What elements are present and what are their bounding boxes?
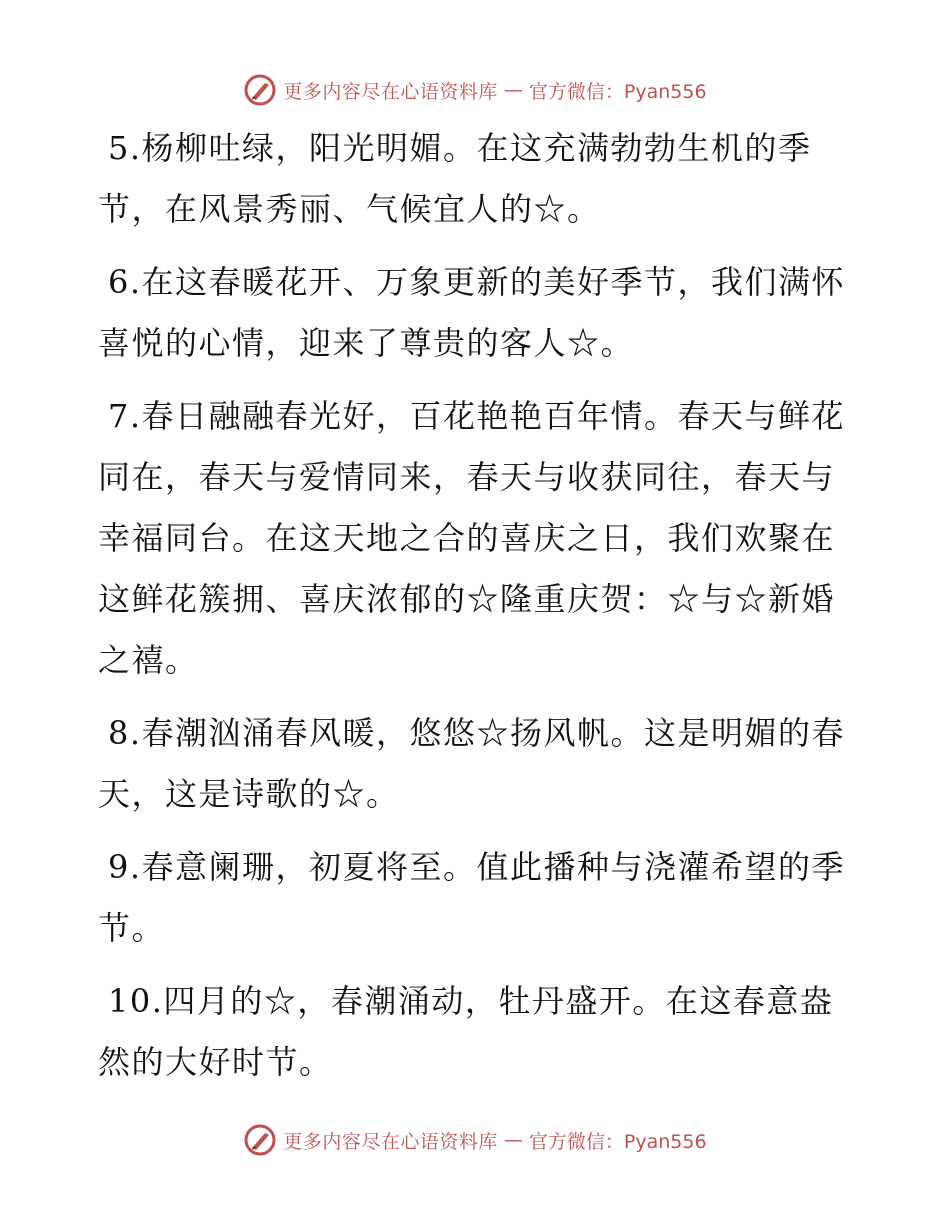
header-separator: — [503,79,523,101]
paragraph-7: 7.春日融融春光好，百花艳艳百年情。春天与鲜花同在，春天与爱情同来，春天与收获同往，春天与幸福同台。在这天地之合的喜庆之日，我们欢聚在这鲜花簇拥、喜庆浓郁的☆隆重庆贺：☆与☆新婚之禧。 [98,397,846,679]
document-body [98,118,853,1105]
header-banner [0,70,950,110]
footer-banner [0,1120,950,1160]
footer-wechat: 官方微信：Pyan556 [528,1130,707,1153]
header-wechat: 官方微信：Pyan556 [528,80,707,103]
paragraph-8: 8.春潮汹涌春风暖，悠悠☆扬风帆。这是明媚的春天，这是诗歌的☆。 [98,714,846,813]
footer-text: 更多内容尽在心语资料库 [283,1130,498,1153]
header-text: 更多内容尽在心语资料库 [283,80,498,103]
quill-pen-logo-icon [243,1123,277,1157]
footer-separator: — [503,1129,523,1151]
paragraph-6: 6.在这春暖花开、万象更新的美好季节，我们满怀喜悦的心情，迎来了尊贵的客人☆。 [98,263,846,362]
paragraph-10: 10.四月的☆，春潮涌动，牡丹盛开。在这春意盎然的大好时节。 [98,982,834,1081]
paragraph-9: 9.春意阑珊，初夏将至。值此播种与浇灌希望的季节。 [98,848,846,947]
quill-pen-logo-icon [243,73,277,107]
paragraph-5: 5.杨柳吐绿，阳光明媚。在这充满勃勃生机的季节，在风景秀丽、气候宜人的☆。 [98,129,812,228]
